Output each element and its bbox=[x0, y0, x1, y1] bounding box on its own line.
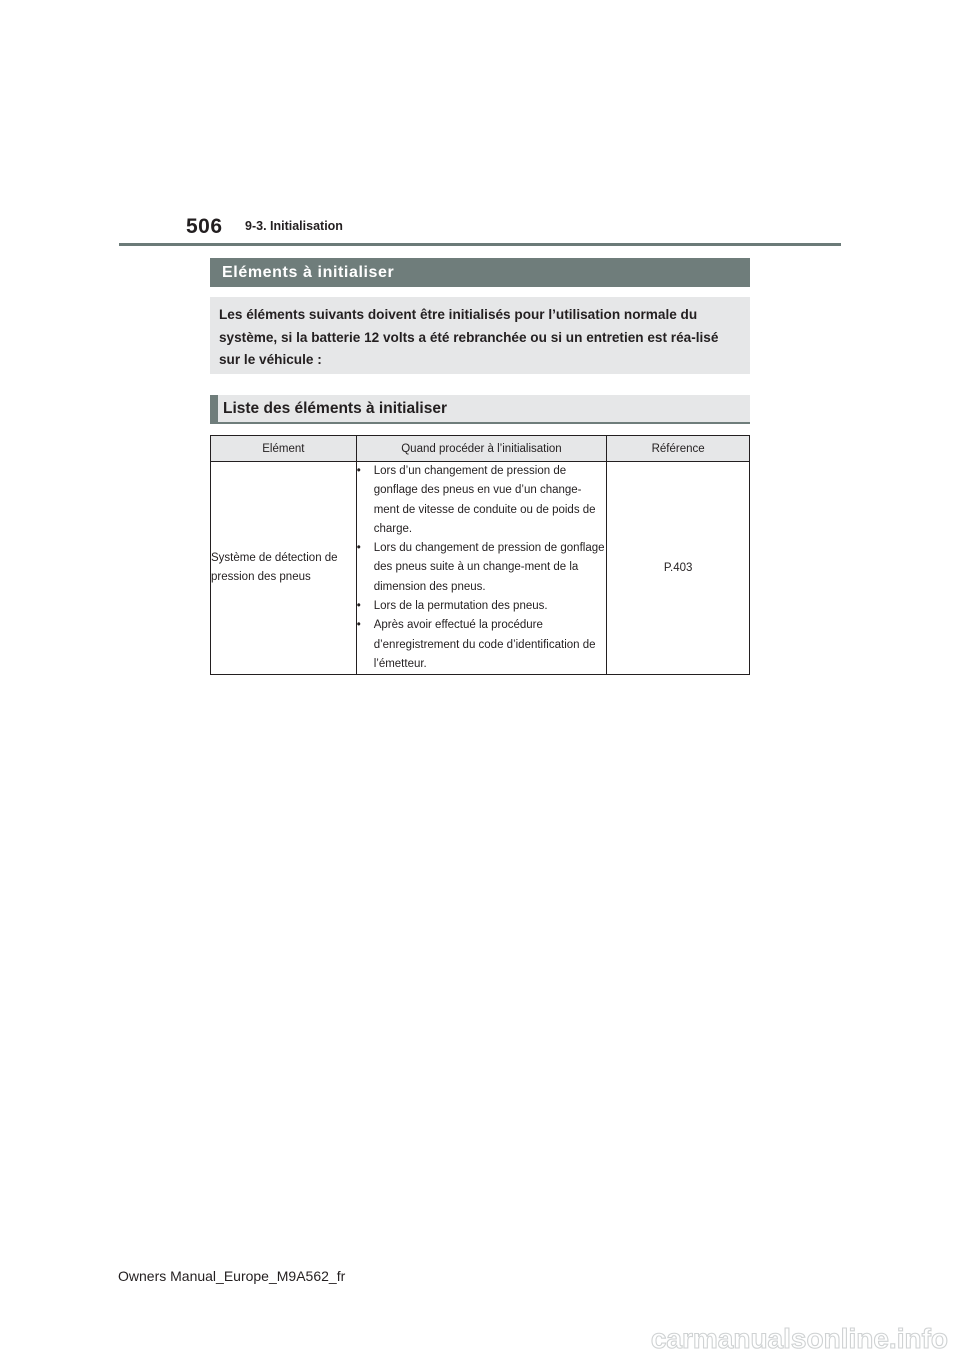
column-header-when: Quand procéder à l’initialisation bbox=[356, 436, 607, 462]
page-number: 506 bbox=[186, 215, 223, 238]
subsection-header bbox=[210, 395, 750, 424]
list-item-text: Après avoir effectué la procédure d’enregistrement du code d’identification de l’émetteur. bbox=[373, 619, 596, 670]
table-row bbox=[211, 462, 750, 675]
section-banner bbox=[210, 258, 750, 287]
footer-document-id: Owners Manual_Europe_M9A562_fr bbox=[118, 1268, 346, 1284]
watermark-logo-graphic bbox=[552, 1322, 952, 1358]
intro-panel bbox=[210, 297, 750, 374]
list-item bbox=[357, 616, 607, 674]
cell-reference bbox=[607, 462, 750, 675]
watermark-logo bbox=[0, 1322, 960, 1358]
initialization-table bbox=[210, 435, 750, 675]
list-item-text: Lors du changement de pression de gonflage des pneus suite à un change-ment de la dimension des pneus. bbox=[373, 542, 605, 593]
cell-element bbox=[211, 462, 357, 675]
table-header-row bbox=[211, 436, 750, 462]
section-reference: 9-3. Initialisation bbox=[245, 219, 343, 233]
column-header-reference: Référence bbox=[607, 436, 750, 462]
list-item bbox=[357, 539, 607, 597]
subsection-title: Liste des éléments à initialiser bbox=[223, 399, 447, 417]
list-item-text: Lors d’un changement de pression de gonflage des pneus en vue d’un change-ment de vitesse de conduite ou de poids de charge. bbox=[373, 465, 596, 535]
header-divider bbox=[119, 243, 841, 246]
list-item bbox=[357, 462, 607, 539]
when-list bbox=[357, 462, 607, 674]
bullet-icon: • bbox=[356, 542, 361, 555]
bullet-icon: • bbox=[356, 465, 361, 477]
column-header-element: Elément bbox=[211, 436, 357, 462]
intro-text: Les éléments suivants doivent être initialisés pour l’utilisation normale du système, si la batterie 12 volts a été rebranchée ou si un entretien est réa-lisé sur le véhicule : bbox=[219, 307, 719, 367]
list-item-text: Lors de la permutation des pneus. bbox=[373, 600, 548, 613]
section-title: Eléments à initialiser bbox=[222, 263, 395, 281]
bullet-icon: • bbox=[356, 600, 361, 613]
cell-when bbox=[356, 462, 607, 675]
watermark-text: carmanualsonline.info bbox=[650, 1323, 948, 1354]
element-name: Système de détection de pression des pneus bbox=[211, 551, 338, 584]
reference-link[interactable]: P.403 bbox=[663, 562, 693, 575]
bullet-icon: • bbox=[356, 619, 361, 632]
list-item bbox=[357, 597, 607, 616]
